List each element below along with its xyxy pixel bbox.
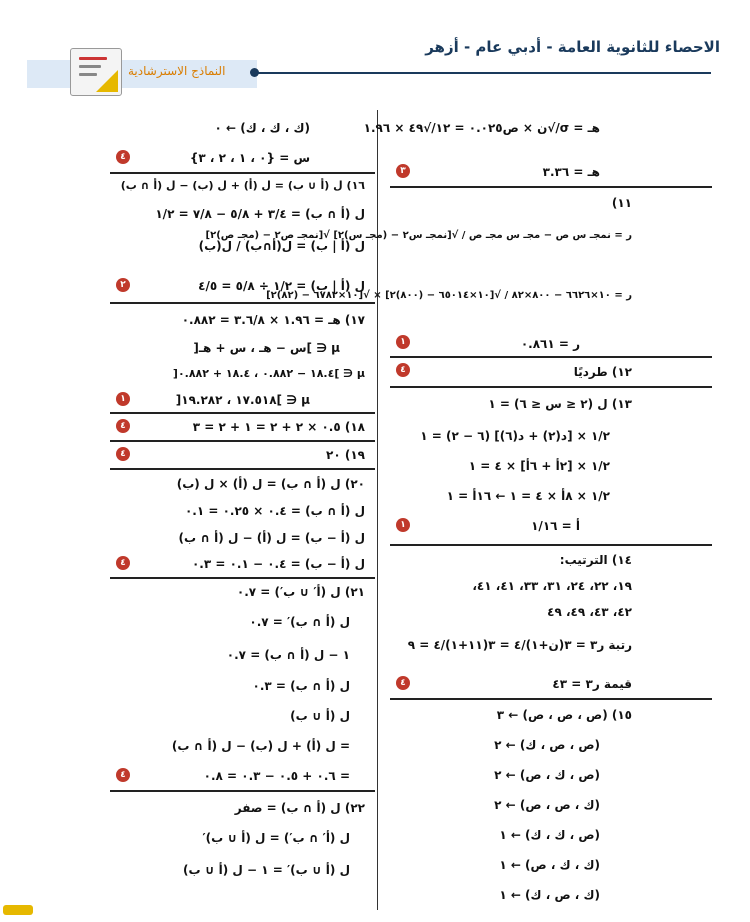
answer-line: = ل (أ) + ل (ب) − ل (أ ∩ ب) bbox=[171, 739, 350, 753]
separator bbox=[390, 386, 712, 388]
answer-line: = ٠.٦ + ٠.٥ − ٠.٣ = ٠.٨ bbox=[203, 769, 350, 783]
answer-badge: ٢ bbox=[116, 278, 130, 292]
answer-badge: ٤ bbox=[116, 419, 130, 433]
separator bbox=[390, 356, 712, 358]
answer-line: μ ∈ ]١٨.٤ − ٠.٨٨٢ ، ١٨.٤ + ٠.٨٨٢[ bbox=[172, 367, 365, 380]
answer-line: ل (أ ∩ ب)′ = ٠.٧ bbox=[249, 615, 350, 629]
answer-line: ١/٢ × [٢أ + ٦أ] × ٤ = ١ bbox=[468, 459, 610, 473]
answer-line: ر = نمجـ س ص − مجـ س مجـ ص / √[نمجـ س٢ − (مجـ س)٢] √[نمجـ ص٢ − (مجـ ص)٢] bbox=[205, 230, 632, 241]
answer-line: ل (أ ∪ ب) bbox=[290, 709, 350, 723]
header-subtitle: النماذج الاسترشادية bbox=[128, 64, 226, 78]
answer-line: (ك ، ص ، ك) ← ١ bbox=[499, 888, 600, 902]
answer-line: ل (أ − ب) = ٠.٤ − ٠.١ = ٠.٣ bbox=[191, 557, 365, 571]
answer-badge: ٤ bbox=[116, 556, 130, 570]
answer-line: ١/٢ × [د(٢) + د(٦)] (٦ − ٢) = ١ bbox=[420, 429, 610, 443]
answer-line: قيمة ر٣ = ٤٣ bbox=[552, 677, 632, 691]
answer-line: (ك ، ص ، ص) ← ٢ bbox=[494, 798, 600, 812]
page-corner-mark bbox=[3, 905, 33, 915]
answer-line: ل (أ | ب) = ١/٢ ÷ ٥/٨ = ٤/٥ bbox=[198, 279, 365, 293]
answer-line: ل (أ | ب) = ل(أ∩ب) / ل(ب) bbox=[198, 239, 365, 253]
answer-line: ١٩، ٢٢، ٢٤، ٣١، ٣٣، ٤١، ٤١، bbox=[472, 579, 632, 593]
separator bbox=[390, 698, 712, 700]
answer-badge: ٣ bbox=[396, 164, 410, 178]
answer-line: (ك ، ك ، ص) ← ١ bbox=[499, 858, 600, 872]
answer-line: μ ∈ ]١٧.٥١٨ ، ١٩.٢٨٢[ bbox=[175, 393, 310, 407]
answer-line: ١٢) طرديًا bbox=[573, 365, 632, 379]
answer-line: ٢٢) ل (أ ∩ ب) = صفر bbox=[234, 801, 365, 815]
separator bbox=[110, 790, 375, 792]
answer-line: ر = ١٠×٦٦٢٦ − ٨٠٠×٨٢ / √[١٠×٦٥٠١٤ − (٨٠٠)٢] × √[١٠×٦٧٨٢ − (٨٢)٢] bbox=[266, 290, 632, 301]
answer-line: هـ = σ/√ن × ص٠.٠٢٥ = ١٢/√٤٩ × ١.٩٦ bbox=[363, 121, 600, 135]
separator bbox=[110, 412, 375, 414]
separator bbox=[390, 544, 712, 546]
answer-badge: ١ bbox=[396, 518, 410, 532]
answer-line: ٢١) ل (أ′ ∪ ب′) = ٠.٧ bbox=[236, 585, 365, 599]
answer-badge: ٤ bbox=[396, 676, 410, 690]
answer-badge: ١ bbox=[396, 335, 410, 349]
separator bbox=[110, 577, 375, 579]
answer-line: ل (أ ∩ ب) = ٠.٣ bbox=[252, 679, 350, 693]
header-title: الاحصاء للثانوية العامة - أدبي عام - أزهر bbox=[425, 38, 720, 56]
answer-badge: ٤ bbox=[396, 363, 410, 377]
answer-line: (ص ، ك ، ص) ← ٢ bbox=[494, 768, 600, 782]
header-rule bbox=[256, 72, 711, 74]
answer-line: ١٧) هـ = ١.٩٦ × ٣.٦/٨ = ٠.٨٨٢ bbox=[181, 313, 365, 327]
question-number: ١١) bbox=[611, 196, 632, 210]
answer-line: (ك ، ك ، ك) ← ٠ bbox=[214, 121, 310, 135]
answer-line: ١ − ل (أ ∩ ب) = ٠.٧ bbox=[226, 648, 350, 662]
answer-line: ل (أ ∩ ب) = ٠.٤ × ٠.٢٥ = ٠.١ bbox=[184, 504, 365, 518]
answer-line: ٢٠) ل (أ ∩ ب) = ل (أ) × ل (ب) bbox=[176, 477, 365, 491]
answer-line: ل (أ ∩ ب) = ٣/٤ + ٥/٨ − ٧/٨ = ١/٢ bbox=[155, 207, 365, 221]
answer-line: ١٣) ل (٢ ≤ س ≤ ٦) = ١ bbox=[488, 397, 632, 411]
answer-line: ١٨) ٠.٥ × ٢ + ٢ = ١ + ٢ = ٣ bbox=[192, 420, 365, 434]
answer-line: أ = ١/١٦ bbox=[531, 519, 580, 533]
answer-line: ١٩) ٢٠ bbox=[326, 448, 365, 462]
answer-line: ٤٢، ٤٣، ٤٩، ٤٩ bbox=[547, 605, 632, 619]
separator bbox=[110, 440, 375, 442]
answer-line: هـ = ٣.٣٦ bbox=[542, 165, 600, 179]
answer-badge: ١ bbox=[116, 392, 130, 406]
answer-line: ١٤) الترتيب: bbox=[559, 553, 632, 567]
answer-line: ١٥) (ص ، ص ، ص) ← ٣ bbox=[496, 708, 632, 722]
answer-line: ل (أ′ ∩ ب′) = ل (أ ∪ ب)′ bbox=[202, 831, 350, 845]
answer-line: ١/٢ × ٨أ × ٤ = ١ ← ١٦أ = ١ bbox=[446, 489, 610, 503]
document-icon bbox=[70, 48, 122, 96]
answer-badge: ٤ bbox=[116, 150, 130, 164]
answer-line: س = {٠ ، ١ ، ٢ ، ٣} bbox=[189, 151, 310, 165]
answer-line: (ص ، ص ، ك) ← ٢ bbox=[494, 738, 600, 752]
answer-line: ل (أ ∪ ب)′ = ١ − ل (أ ∪ ب) bbox=[183, 863, 350, 877]
header-dot bbox=[250, 68, 259, 77]
separator bbox=[110, 468, 375, 470]
answer-line: (ص ، ك ، ك) ← ١ bbox=[499, 828, 600, 842]
separator bbox=[390, 186, 712, 188]
answer-badge: ٤ bbox=[116, 447, 130, 461]
answer-line: μ ∈ ]س − هـ ، س + هـ[ bbox=[193, 341, 340, 355]
answer-line: رتبة ر٣ = ٣(ن+١)/٤ = ٣(١١+١)/٤ = ٩ bbox=[407, 638, 632, 652]
answer-line: ر = ٠.٨٦١ bbox=[520, 337, 580, 351]
separator bbox=[110, 172, 375, 174]
page-header bbox=[0, 0, 750, 95]
answer-line: ١٦) ل (أ ∪ ب) = ل (أ) + ل (ب) − ل (أ ∩ ب) bbox=[120, 179, 365, 192]
answer-line: ل (أ − ب) = ل (أ) − ل (أ ∩ ب) bbox=[178, 531, 365, 545]
separator bbox=[110, 302, 375, 304]
answer-badge: ٤ bbox=[116, 768, 130, 782]
